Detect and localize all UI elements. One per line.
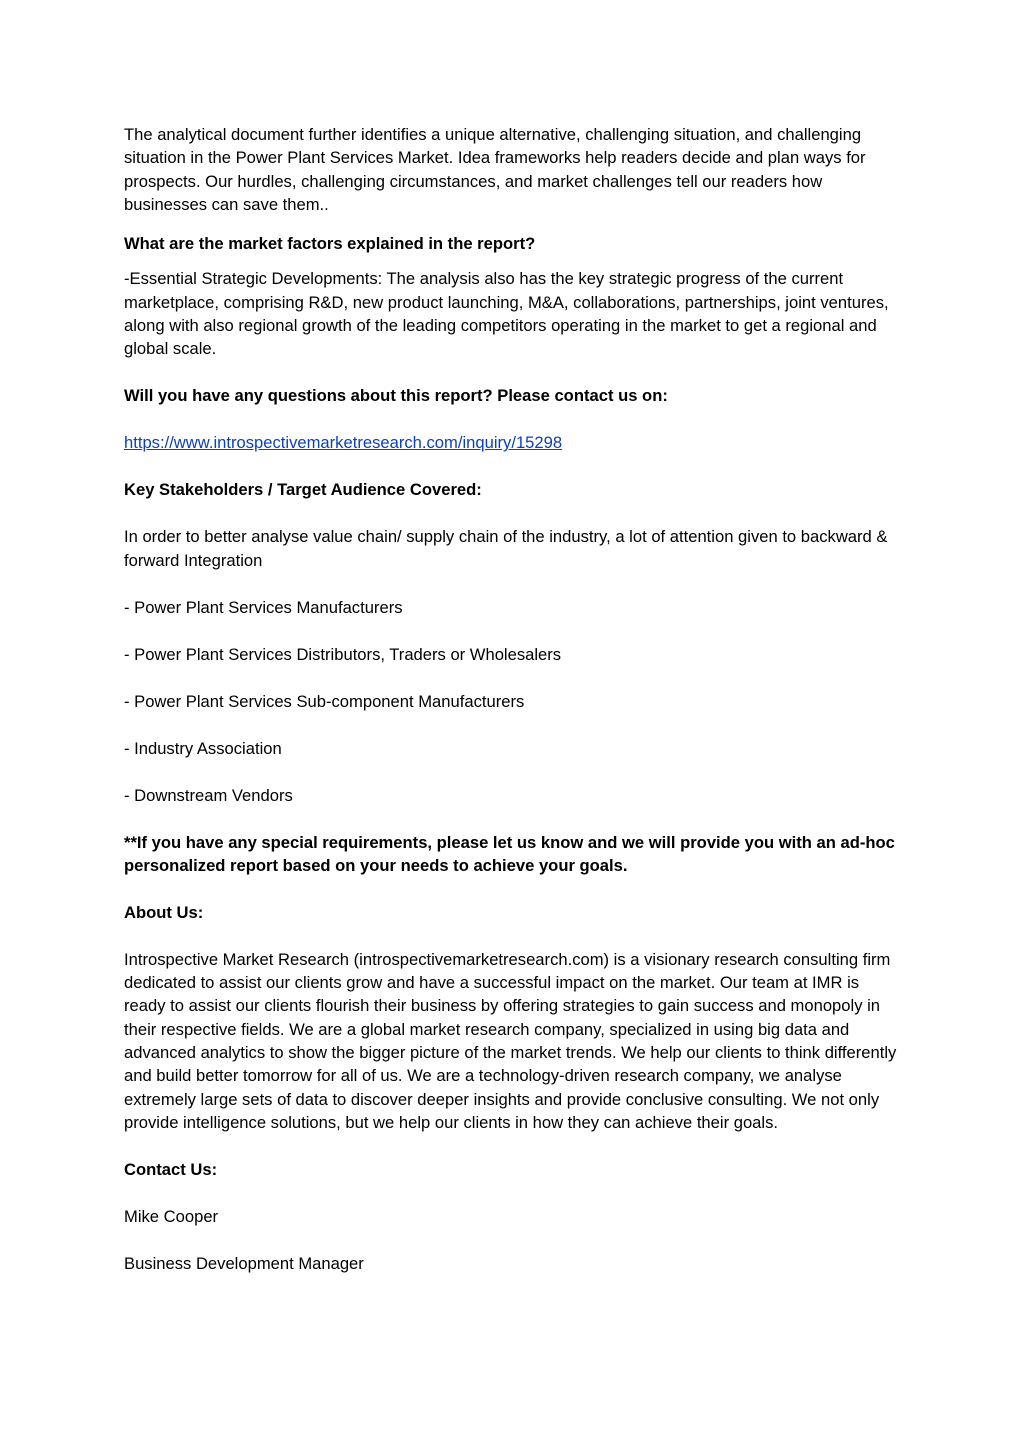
market-factors-paragraph: -Essential Strategic Developments: The analysis also has the key strategic progress of the current marketplace, comprising R&D, new product launching, M&A, collaborations, partnerships, joint ventures, along with also regional growth of the leading competitors operating in the market to get a regional and global scale. [124,269,889,359]
questions-heading: Will you have any questions about this report? Please contact us on: [124,386,668,406]
contact-title: Business Development Manager [124,1253,364,1273]
contact-heading: Contact Us: [124,1159,218,1179]
contact-name: Mike Cooper [124,1206,219,1226]
list-item: - Power Plant Services Distributors, Traders or Wholesalers [124,644,562,664]
list-item: - Power Plant Services Manufacturers [124,597,403,617]
list-item: - Power Plant Services Sub-component Manufacturers [124,691,525,711]
about-paragraph: Introspective Market Research (introspectivemarketresearch.com) is a visionary research consulting firm dedicated to assist our clients grow and have a successful impact on the market. Our team at IMR is ready to assist our clients flourish their business by offering strategies to gain success and monopoly in their respective fields. We are a global market research company, specialized in using big data and advanced analytics to show the bigger picture of the market trends. We help our clients to think differently and build better tomorrow for all of us. We are a technology-driven research company, we analyse extremely large sets of data to discover deeper insights and provide conclusive consulting. We not only provide intelligence solutions, but we help our clients in how they can achieve their goals. [124,949,897,1132]
about-heading: About Us: [124,902,204,922]
document-body [124,123,904,1275]
inquiry-link[interactable]: https://www.introspectivemarketresearch.com/inquiry/15298 [124,433,563,453]
list-item: - Downstream Vendors [124,785,293,805]
inquiry-link-line [124,431,904,454]
intro-paragraph: The analytical document further identifies a unique alternative, challenging situation, and challenging situation in the Power Plant Services Market. Idea frameworks help readers decide and plan ways for prospects. Our hurdles, challenging circumstances, and market challenges tell our readers how businesses can save them.. [124,125,866,214]
list-item: - Industry Association [124,738,282,758]
stakeholders-heading: Key Stakeholders / Target Audience Covered: [124,480,482,500]
market-factors-heading: What are the market factors explained in the report? [124,234,536,254]
special-requirements-note: **If you have any special requirements, please let us know and we will provide you with an ad-hoc personalized report based on your needs to achieve your goals. [124,832,895,875]
stakeholders-paragraph: In order to better analyse value chain/ supply chain of the industry, a lot of attention given to backward & forward Integration [124,527,888,570]
